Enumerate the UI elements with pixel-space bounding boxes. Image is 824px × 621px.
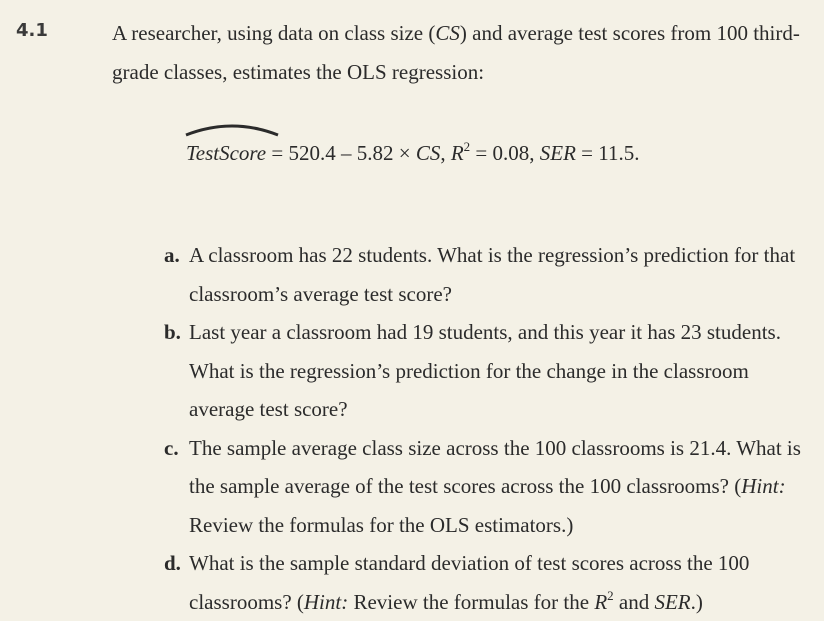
part-c-text-1: The sample average class size across the 100 classrooms is 21.4. What is the sample average of the test scores across the 100 classrooms? ( — [189, 435, 801, 498]
problem-number: 4.1 — [16, 20, 48, 41]
regression-equation — [186, 137, 639, 169]
equation-part-3: = 11.5. — [575, 141, 640, 165]
part-d-text-2: Review the formulas for the — [348, 589, 595, 614]
cs-variable: CS — [435, 21, 460, 45]
part-d-r: R — [594, 589, 608, 614]
part-d-text-1: What is the sample standard deviation of test scores across the 100 classrooms? ( — [189, 551, 750, 614]
part-a — [164, 236, 814, 313]
problem-intro — [112, 14, 812, 92]
part-b-label: b. — [164, 320, 181, 344]
part-c-label: c. — [164, 435, 179, 460]
part-a-text: A classroom has 22 students. What is the regression’s prediction for that classroom’s average test score? — [189, 243, 796, 306]
part-b-text: Last year a classroom had 19 students, and this year it has 23 students. What is the regression’s prediction for the change in the classroom average test score? — [189, 320, 781, 421]
equation-r: R — [450, 141, 464, 165]
part-c-text — [189, 429, 814, 545]
hat-accent-icon — [184, 123, 280, 137]
equation-comma: , — [440, 141, 451, 165]
equation-lhs — [186, 137, 266, 169]
part-d-text-3: and — [613, 589, 655, 614]
part-d-hint: Hint: — [303, 589, 349, 614]
question-parts — [164, 236, 814, 621]
part-c-hint: Hint: — [741, 474, 786, 498]
intro-text-end: ) and average test scores from 100 third-grade classes, estimates the OLS regression: — [112, 21, 800, 84]
part-d-r-exponent: 2 — [607, 587, 614, 603]
intro-text-start: A researcher, using data on class size ( — [112, 21, 436, 45]
equation-part-1: = 520.4 – 5.82 × — [266, 141, 416, 165]
part-c — [164, 429, 814, 545]
part-d-label: d. — [164, 551, 181, 575]
part-d-text-4: .) — [690, 589, 703, 614]
part-d-ser: SER — [654, 589, 691, 614]
part-b — [164, 313, 814, 429]
equation-ser: SER — [539, 141, 576, 165]
equation-cs: CS — [415, 141, 441, 165]
equation-r-exponent: 2 — [463, 139, 471, 154]
part-d — [164, 544, 814, 621]
test-score-var: TestScore — [186, 141, 267, 165]
part-c-text-2: Review the formulas for the OLS estimators.) — [189, 512, 574, 537]
part-a-label: a. — [164, 243, 180, 267]
equation-part-2: = 0.08, — [470, 141, 540, 165]
part-d-text — [189, 544, 814, 621]
